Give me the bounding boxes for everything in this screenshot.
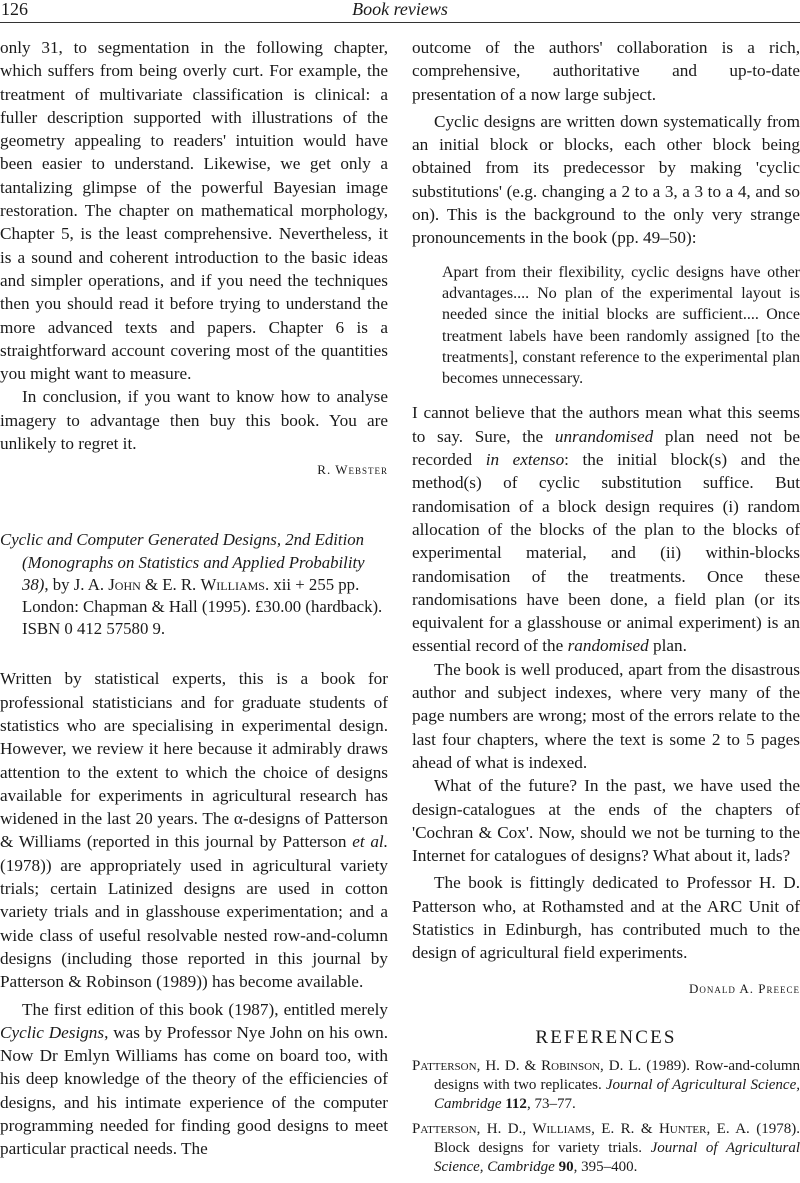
paragraph: only 31, to segmentation in the following chapter, which suffers from being overly curt. For example, the treatment of multivariate classification is clinical: a fuller description supported with illustrations of the geometry appealing to readers' intuition would have been easier to understand. Likewise, we get only a tantalizing glimpse of the powerful Bayesian image restoration. The chapter on mathematical morphology, Chapter 5, is the least comprehensive. Nevertheless, it is a sound and coherent introduction to the basic ideas and simpler operations, and if you need the techniques then you should read it before trying to understand the more advanced texts and papers. Chapter 6 is a straightforward account covering most of the quantities you might want to measure. bbox=[0, 38, 388, 384]
paragraph: The book is well produced, apart from the disastrous author and subject indexes, where very many of the page numbers are wrong; most of the errors relate to the last four chapters, where the text is some 2 to 5 pages ahead of what is indexed. bbox=[412, 659, 800, 772]
book-isbn: ISBN 0 412 57580 9. bbox=[22, 619, 166, 639]
paragraph: outcome of the authors' collaboration is a rich, comprehensive, authoritative and up-to-date presentation of a now large subject. bbox=[412, 38, 800, 104]
references-heading: REFERENCES bbox=[535, 1026, 677, 1048]
reference-item: Patterson, H. D., Williams, E. R. & Hunter, E. A. (1978). Block designs for variety trials. Journal of Agricultural Science, Cambridge 90, 395–400. bbox=[412, 1120, 800, 1175]
paragraph: What of the future? In the past, we have used the design-catalogues at the ends of the chapters of 'Cochran & Cox'. Now, should we not be turning to the Internet for catalogues of designs? What about it, lads? bbox=[412, 776, 800, 866]
paragraph: The book is fittingly dedicated to Professor H. D. Patterson who, at Rothamsted and at the ARC Unit of Statistics in Edinburgh, has contributed much to the design of agricultural field experiments. bbox=[412, 873, 800, 963]
reference-item: Patterson, H. D. & Robinson, D. L. (1989). Row-and-column designs with two replicates. Journal of Agricultural Science, Cambridge 112, 73–77. bbox=[412, 1057, 800, 1112]
left-column bbox=[0, 36, 388, 1161]
paragraph: In conclusion, if you want to know how to analyse imagery to advantage then buy this book. You are unlikely to regret it. bbox=[0, 387, 388, 454]
reviewer-signature: R. Webster bbox=[317, 462, 388, 478]
book-authors-pre: , by J. A. bbox=[44, 574, 109, 594]
book-series: (Monographs on Statistics and Applied Probability 38) bbox=[22, 552, 365, 594]
reviewer-signature: Donald A. Preece bbox=[688, 980, 800, 996]
paragraph: The first edition of this book (1987), entitled merely Cyclic Designs, was by Professor Nye John on his own. Now Dr Emlyn Williams has come on board too, with his deep knowledge of the theory of the efficiencies of designs, and his intimate experience of the computer programming needed for finding good designs to meet particular practical needs. The bbox=[0, 999, 388, 1159]
book-publisher: London: Chapman & Hall (1995). £30.00 (hardback). bbox=[22, 596, 383, 616]
block-quote: Apart from their flexibility, cyclic designs have other advantages.... No plan of the experimental layout is needed since the initial blocks are sufficient.... Once treatment labels have been randomly assigned [to the treatments], constant reference to the experimental plan becomes unnecessary. bbox=[442, 263, 800, 388]
page-header bbox=[0, 0, 800, 22]
paragraph: Cyclic designs are written down systematically from an initial block or blocks, each other block being obtained from its predecessor by making 'cyclic substitutions' (e.g. changing a 2 to a 3, a 3 to a 4, and so on). This is the background to the only very strange pronouncements in the book (pp. 49–50): bbox=[412, 111, 800, 248]
book-author: John bbox=[108, 574, 141, 594]
paragraph: Written by statistical experts, this is a book for professional statisticians and for graduate students of statistics who are specialising in experimental design. However, we review it here because it admirably draws attention to the extent to which the choice of designs available for experiments in agricultural research has widened in the last 20 years. The α-designs of Patterson & Williams (reported in this journal by Patterson et al. (1978)) are appropriately used in agricultural variety trials; certain Latinized designs are used in cotton variety trials and in glasshouse experimentation; and a wide class of useful resolvable nested row-and-column designs (including those reported in this journal by Patterson & Robinson (1989)) has become available. bbox=[0, 669, 388, 992]
book-authors-amp: & E. R. bbox=[140, 574, 201, 594]
book-citation bbox=[0, 529, 388, 640]
running-head: Book reviews bbox=[352, 0, 448, 19]
right-column bbox=[412, 36, 800, 1183]
paragraph: I cannot believe that the authors mean what this seems to say. Sure, the unrandomised plan need not be recorded in extenso: the initial block(s) and the method(s) of cyclic substitution suffice. But randomisation of a block design requires (i) random allocation of the blocks of the plan to the blocks of experimental material, and (ii) within-blocks randomisation of the treatments. Once these randomisations have been done, a field plan (or its equivalent for a glasshouse or animal experiment) is an essential record of the randomised plan. bbox=[412, 403, 800, 656]
book-title: Cyclic and Computer Generated Designs, 2nd Edition bbox=[0, 530, 365, 550]
book-author: Williams bbox=[200, 574, 265, 594]
header-rule bbox=[0, 22, 800, 23]
book-pages: . xii + 255 pp. bbox=[264, 574, 360, 594]
page-number: 126 bbox=[1, 0, 28, 19]
